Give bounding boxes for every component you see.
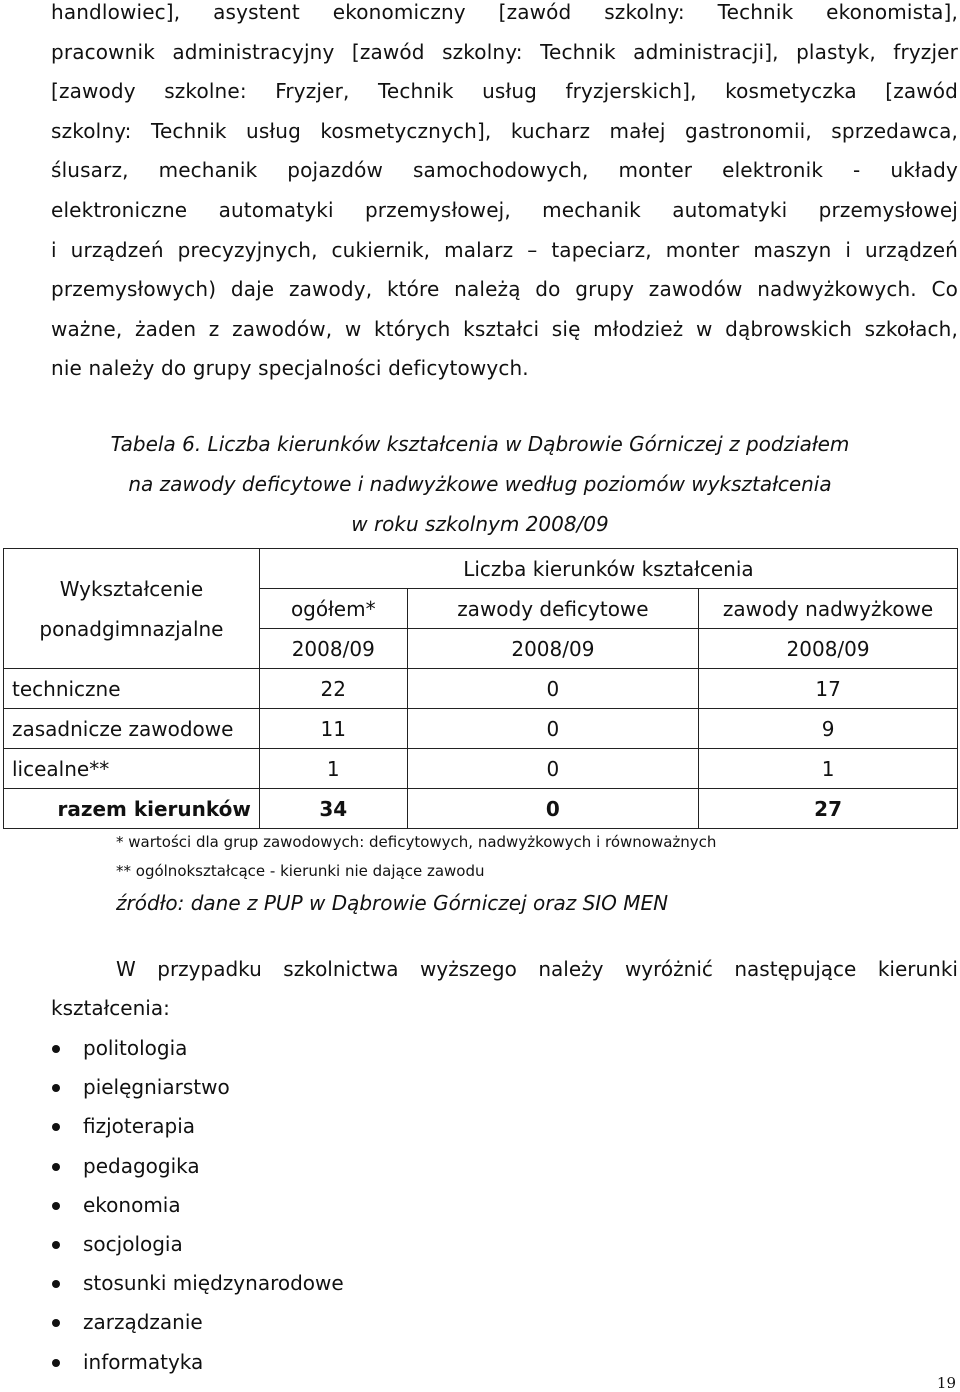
cell-deficit: 0 [407, 789, 699, 829]
list-item [51, 1343, 344, 1382]
paragraph-line: szkolny: Technik usług kosmetycznych], kucharz małej gastronomii, sprzedawca, [51, 118, 958, 143]
cell-surplus: 1 [699, 749, 958, 789]
caption-line: w roku szkolnym 2008/09 [351, 512, 609, 536]
paragraph-line: [zawody szkolne: Fryzjer, Technik usług fryzjerskich], kosmetyczka [zawód [51, 79, 958, 104]
paragraph-line: ważne, żaden z zawodów, w których kształci się młodzież w dąbrowskich szkołach, [51, 316, 958, 341]
bullet-icon [52, 1084, 60, 1092]
list-item [51, 1264, 344, 1303]
list-item-label: pedagogika [83, 1153, 200, 1178]
intro-paragraph [51, 0, 958, 389]
footnote: * wartości dla grup zawodowych: deficytowych, nadwyżkowych i równoważnych [116, 833, 717, 851]
footnote: ** ogólnokształcące - kierunki nie dające zawodu [116, 862, 485, 880]
list-item [51, 1303, 344, 1342]
page-number: 19 [936, 1374, 956, 1392]
paragraph-line: i urządzeń precyzyjnych, cukiernik, malarz – tapeciarz, monter maszyn i urządzeń [51, 237, 958, 262]
column-header: zawody nadwyżkowe [699, 589, 958, 629]
source-note: źródło: dane z PUP w Dąbrowie Górniczej oraz SIO MEN [116, 891, 669, 915]
list-item [51, 1029, 344, 1068]
cell-surplus: 9 [699, 709, 958, 749]
cell-deficit: 0 [407, 669, 699, 709]
table-corner-header [4, 549, 260, 669]
year-header: 2008/09 [699, 629, 958, 669]
table-header-row [4, 549, 958, 589]
cell-deficit: 0 [407, 749, 699, 789]
bullet-icon [52, 1359, 60, 1367]
list-item-label: informatyka [83, 1349, 204, 1374]
year-header: 2008/09 [259, 629, 407, 669]
table-row [4, 749, 958, 789]
list-item [51, 1225, 344, 1264]
higher-ed-paragraph [51, 950, 958, 1028]
cell-total: 34 [259, 789, 407, 829]
list-item-label: politologia [83, 1036, 188, 1060]
paragraph-line: nie należy do grupy specjalności deficytowych. [51, 356, 529, 381]
cell-total: 1 [259, 749, 407, 789]
cell-surplus: 27 [699, 789, 958, 829]
row-label: zasadnicze zawodowe [4, 709, 260, 749]
list-item-label: socjologia [83, 1231, 183, 1256]
column-header: zawody deficytowe [407, 589, 699, 629]
bullet-icon [52, 1280, 60, 1288]
table-row [4, 709, 958, 749]
caption-line: na zawody deficytowe i nadwyżkowe według poziomów wykształcenia [128, 472, 832, 496]
paragraph-line: handlowiec], asystent ekonomiczny [zawód szkolny: Technik ekonomista], [51, 0, 958, 24]
caption-line: Tabela 6. Liczba kierunków kształcenia w Dąbrowie Górniczej z podziałem [110, 432, 850, 456]
year-header: 2008/09 [407, 629, 699, 669]
list-item-label: fizjoterapia [83, 1114, 196, 1139]
table-row [4, 669, 958, 709]
data-table [3, 548, 958, 829]
row-label: techniczne [4, 669, 260, 709]
bullet-icon [52, 1045, 60, 1053]
paragraph-line: ślusarz, mechanik pojazdów samochodowych, monter elektronik - układy [51, 158, 958, 183]
list-item-label: stosunki międzynarodowe [83, 1271, 344, 1296]
paragraph-line: przemysłowych) daje zawody, które należą do grupy zawodów nadwyżkowych. Co [51, 277, 958, 302]
paragraph-line: pracownik administracyjny [zawód szkolny: Technik administracji], plastyk, fryzjer [51, 39, 958, 64]
column-header: ogółem* [259, 589, 407, 629]
cell-surplus: 17 [699, 669, 958, 709]
bullet-icon [52, 1163, 60, 1171]
table-caption [0, 424, 960, 544]
row-label: licealne** [4, 749, 260, 789]
table-footnotes [116, 828, 716, 886]
fields-list [51, 1029, 344, 1382]
corner-line: ponadgimnazjalne [39, 616, 224, 641]
cell-total: 11 [259, 709, 407, 749]
list-item [51, 1068, 344, 1107]
paragraph-line: elektroniczne automatyki przemysłowej, mechanik automatyki przemysłowej [51, 197, 958, 222]
bullet-icon [52, 1202, 60, 1210]
paragraph-line: W przypadku szkolnictwa wyższego należy wyróżnić następujące kierunki [116, 957, 958, 981]
list-item-label: ekonomia [83, 1192, 181, 1217]
cell-deficit: 0 [407, 709, 699, 749]
table-group-header: Liczba kierunków kształcenia [259, 549, 957, 589]
list-item-label: pielęgniarstwo [83, 1075, 230, 1100]
cell-total: 22 [259, 669, 407, 709]
paragraph-line: kształcenia: [51, 996, 170, 1020]
bullet-icon [52, 1241, 60, 1249]
total-row-label: razem kierunków [4, 789, 260, 829]
list-item [51, 1107, 344, 1146]
table-total-row [4, 789, 958, 829]
list-item [51, 1147, 344, 1186]
bullet-icon [52, 1319, 60, 1327]
list-item-label: zarządzanie [83, 1310, 203, 1335]
bullet-icon [52, 1123, 60, 1131]
list-item [51, 1186, 344, 1225]
corner-line: Wykształcenie [59, 576, 204, 601]
